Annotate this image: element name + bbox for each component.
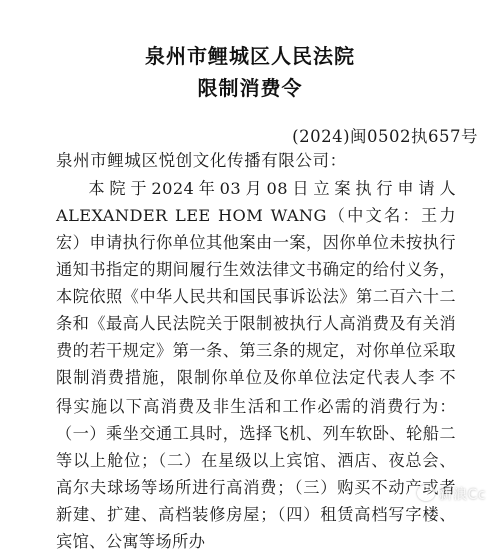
weibo-logo-icon [417,485,435,501]
case-number: (2024)闽0502执657号 [292,127,478,146]
watermark [417,484,486,504]
addressee: 泉州市鲤城区悦创文化传播有限公司： [56,151,347,170]
watermark-text: 新浪Cc [438,487,486,503]
document-title: 限制消费令 [197,76,303,100]
body-text-part-2: 不得实施以下高消费及非生活和工作必需的消费行为：（一）乘坐交通工具时，选择飞机、列车软卧、轮船二等以上舱位；（二）在星级以上宾馆、酒店、夜总会、高尔夫球场等场所进行高消费；（三）购买不动产或者新建、扩建、高档装修房屋；（四）租赁高档写字楼、宾馆、公寓等场所办 [56,368,456,551]
body-text-part-1: 本院于2024年03月08日立案执行申请人ALEXANDER LEE HOM WANG（中文名：王力宏）申请执行你单位其他案由一案，因你单位未按执行通知书指定的期间履行生效法律文书确定的给付义务，本院依照《中华人民共和国民事诉讼法》第二百六十二条和《最高人民法院关于限制被执行人高消费及有关消费的若干规定》第一条、第三条的规定，对你单位采取限制消费措施，限制你单位及你单位法定代表人李 [56,179,456,387]
court-name: 泉州市鲤城区人民法院 [145,44,355,68]
order-body [56,175,456,555]
